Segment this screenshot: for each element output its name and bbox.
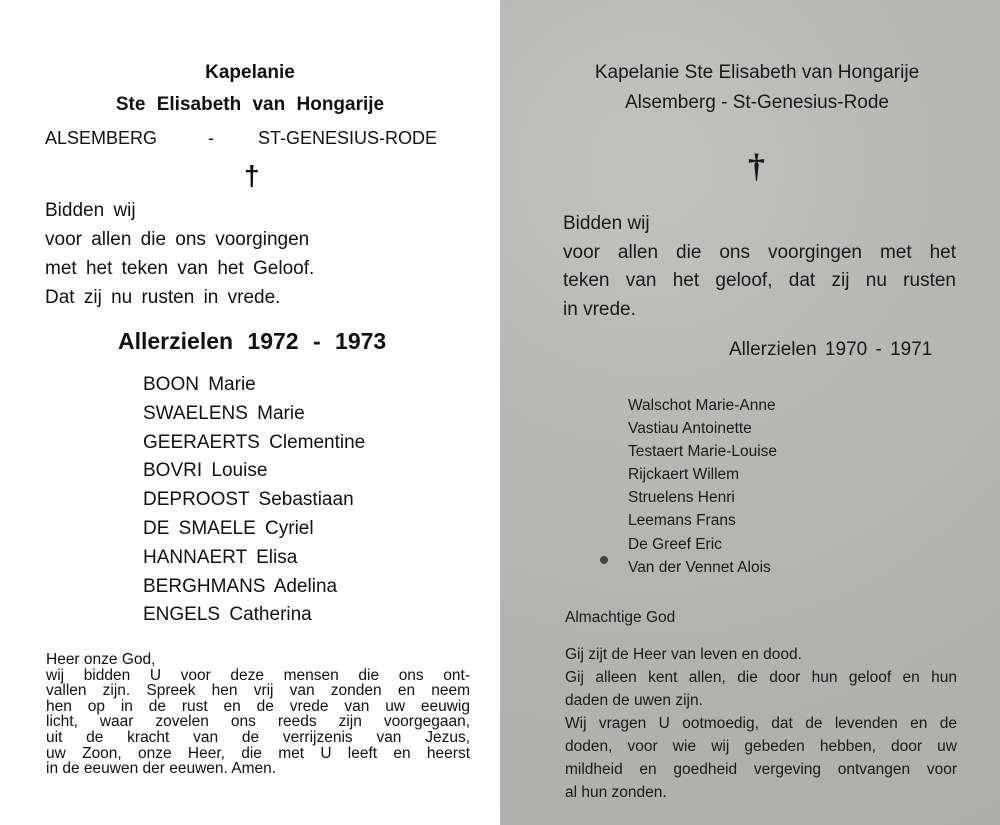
right-closing-title: Almachtige God	[565, 609, 676, 626]
list-item: DE SMAELE Cyriel	[143, 517, 314, 539]
left-prayer-line: Dat zij nu rusten in vrede.	[45, 287, 281, 308]
left-prayer-line: Bidden wij	[45, 200, 136, 221]
right-title-line1: Kapelanie Ste Elisabeth van Hongarije	[594, 62, 920, 83]
left-city-right: ST-GENESIUS-RODE	[258, 128, 438, 148]
right-prayer-line: voor allen die ons voorgingen met het	[563, 241, 956, 263]
left-cross-icon: †	[244, 160, 260, 191]
right-heading-allerzielen: Allerzielen 1970 - 1971	[729, 339, 933, 360]
right-closing-line: daden de uwen zijn.	[565, 692, 703, 709]
list-item: GEERAERTS Clementine	[143, 431, 366, 453]
right-opening-prayer	[563, 210, 956, 324]
left-city-separator: -	[208, 128, 214, 148]
list-item: Walschot Marie-Anne	[628, 397, 776, 414]
left-closing-line: wij bidden U voor deze mensen die ons ont-	[46, 666, 470, 684]
left-closing-prayer	[46, 652, 470, 777]
list-item: DEPROOST Sebastiaan	[143, 489, 354, 511]
left-closing-line: vallen zijn. Spreek hen vrij van zonden en neem	[46, 682, 470, 700]
left-opening-prayer	[45, 196, 314, 312]
left-heading-allerzielen: Allerzielen 1972 - 1973	[118, 328, 387, 354]
list-item: SWAELENS Marie	[143, 402, 305, 424]
list-item: Vastiau Antoinette	[628, 420, 752, 438]
list-item: Struelens Henri	[628, 489, 735, 507]
left-closing-line: hen op in de rust en de vrede van uw eeuwig	[46, 697, 470, 715]
right-prayer-line: in vrede.	[563, 298, 636, 320]
right-closing-line: Wij vragen U ootmoedig, dat de levenden en de	[565, 715, 957, 732]
left-title-line1: Kapelanie	[205, 62, 295, 83]
right-closing-line: mildheid en goedheid vergeving ontvangen voor	[565, 761, 957, 778]
right-memorial-card	[500, 0, 1000, 825]
list-item: Rijckaert Willem	[628, 466, 740, 484]
list-item: HANNAERT Elisa	[143, 546, 298, 568]
list-item: Leemans Frans	[628, 512, 736, 530]
list-item: BERGHMANS Adelina	[143, 575, 338, 597]
left-closing-line: uit de kracht van de verrijzenis van Jezus,	[46, 728, 470, 746]
left-city-left: ALSEMBERG	[45, 128, 158, 148]
right-closing-prayer	[565, 643, 957, 804]
left-title-line2: Ste Elisabeth van Hongarije	[115, 94, 385, 115]
right-cross-icon: †	[748, 148, 765, 185]
list-item: Testaert Marie-Louise	[628, 443, 778, 461]
list-item: BOON Marie	[143, 374, 256, 395]
left-closing-line: Heer onze God,	[46, 651, 156, 668]
right-closing-line: doden, voor wie wij gebeden hebben, door uw	[565, 738, 957, 755]
right-prayer-line: Bidden wij	[563, 213, 650, 234]
right-closing-line: al hun zonden.	[565, 784, 667, 801]
left-closing-line: in de eeuwen der eeuwen. Amen.	[46, 760, 277, 778]
list-item: BOVRI Louise	[143, 460, 268, 482]
left-prayer-line: voor allen die ons voorgingen	[45, 229, 310, 250]
right-names-list	[628, 394, 777, 579]
ink-speck	[600, 556, 608, 564]
right-closing-line: Gij alleen kent allen, die door hun geloof en hun	[565, 669, 957, 686]
list-item: Van der Vennet Alois	[628, 558, 771, 576]
left-names-list	[143, 371, 365, 630]
list-item: ENGELS Catherina	[143, 604, 312, 626]
right-closing-line: Gij zijt de Heer van leven en dood.	[565, 646, 802, 663]
left-prayer-line: met het teken van het Geloof.	[45, 258, 315, 279]
right-prayer-line: teken van het geloof, dat zij nu rusten	[563, 270, 956, 291]
right-title-line2: Alsemberg - St-Genesius-Rode	[625, 92, 889, 113]
left-closing-line: licht, waar zovelen ons reeds zijn voorgegaan,	[46, 713, 470, 731]
list-item: De Greef Eric	[628, 535, 722, 553]
left-closing-line: uw Zoon, onze Heer, die met U leeft en heerst	[46, 744, 470, 762]
